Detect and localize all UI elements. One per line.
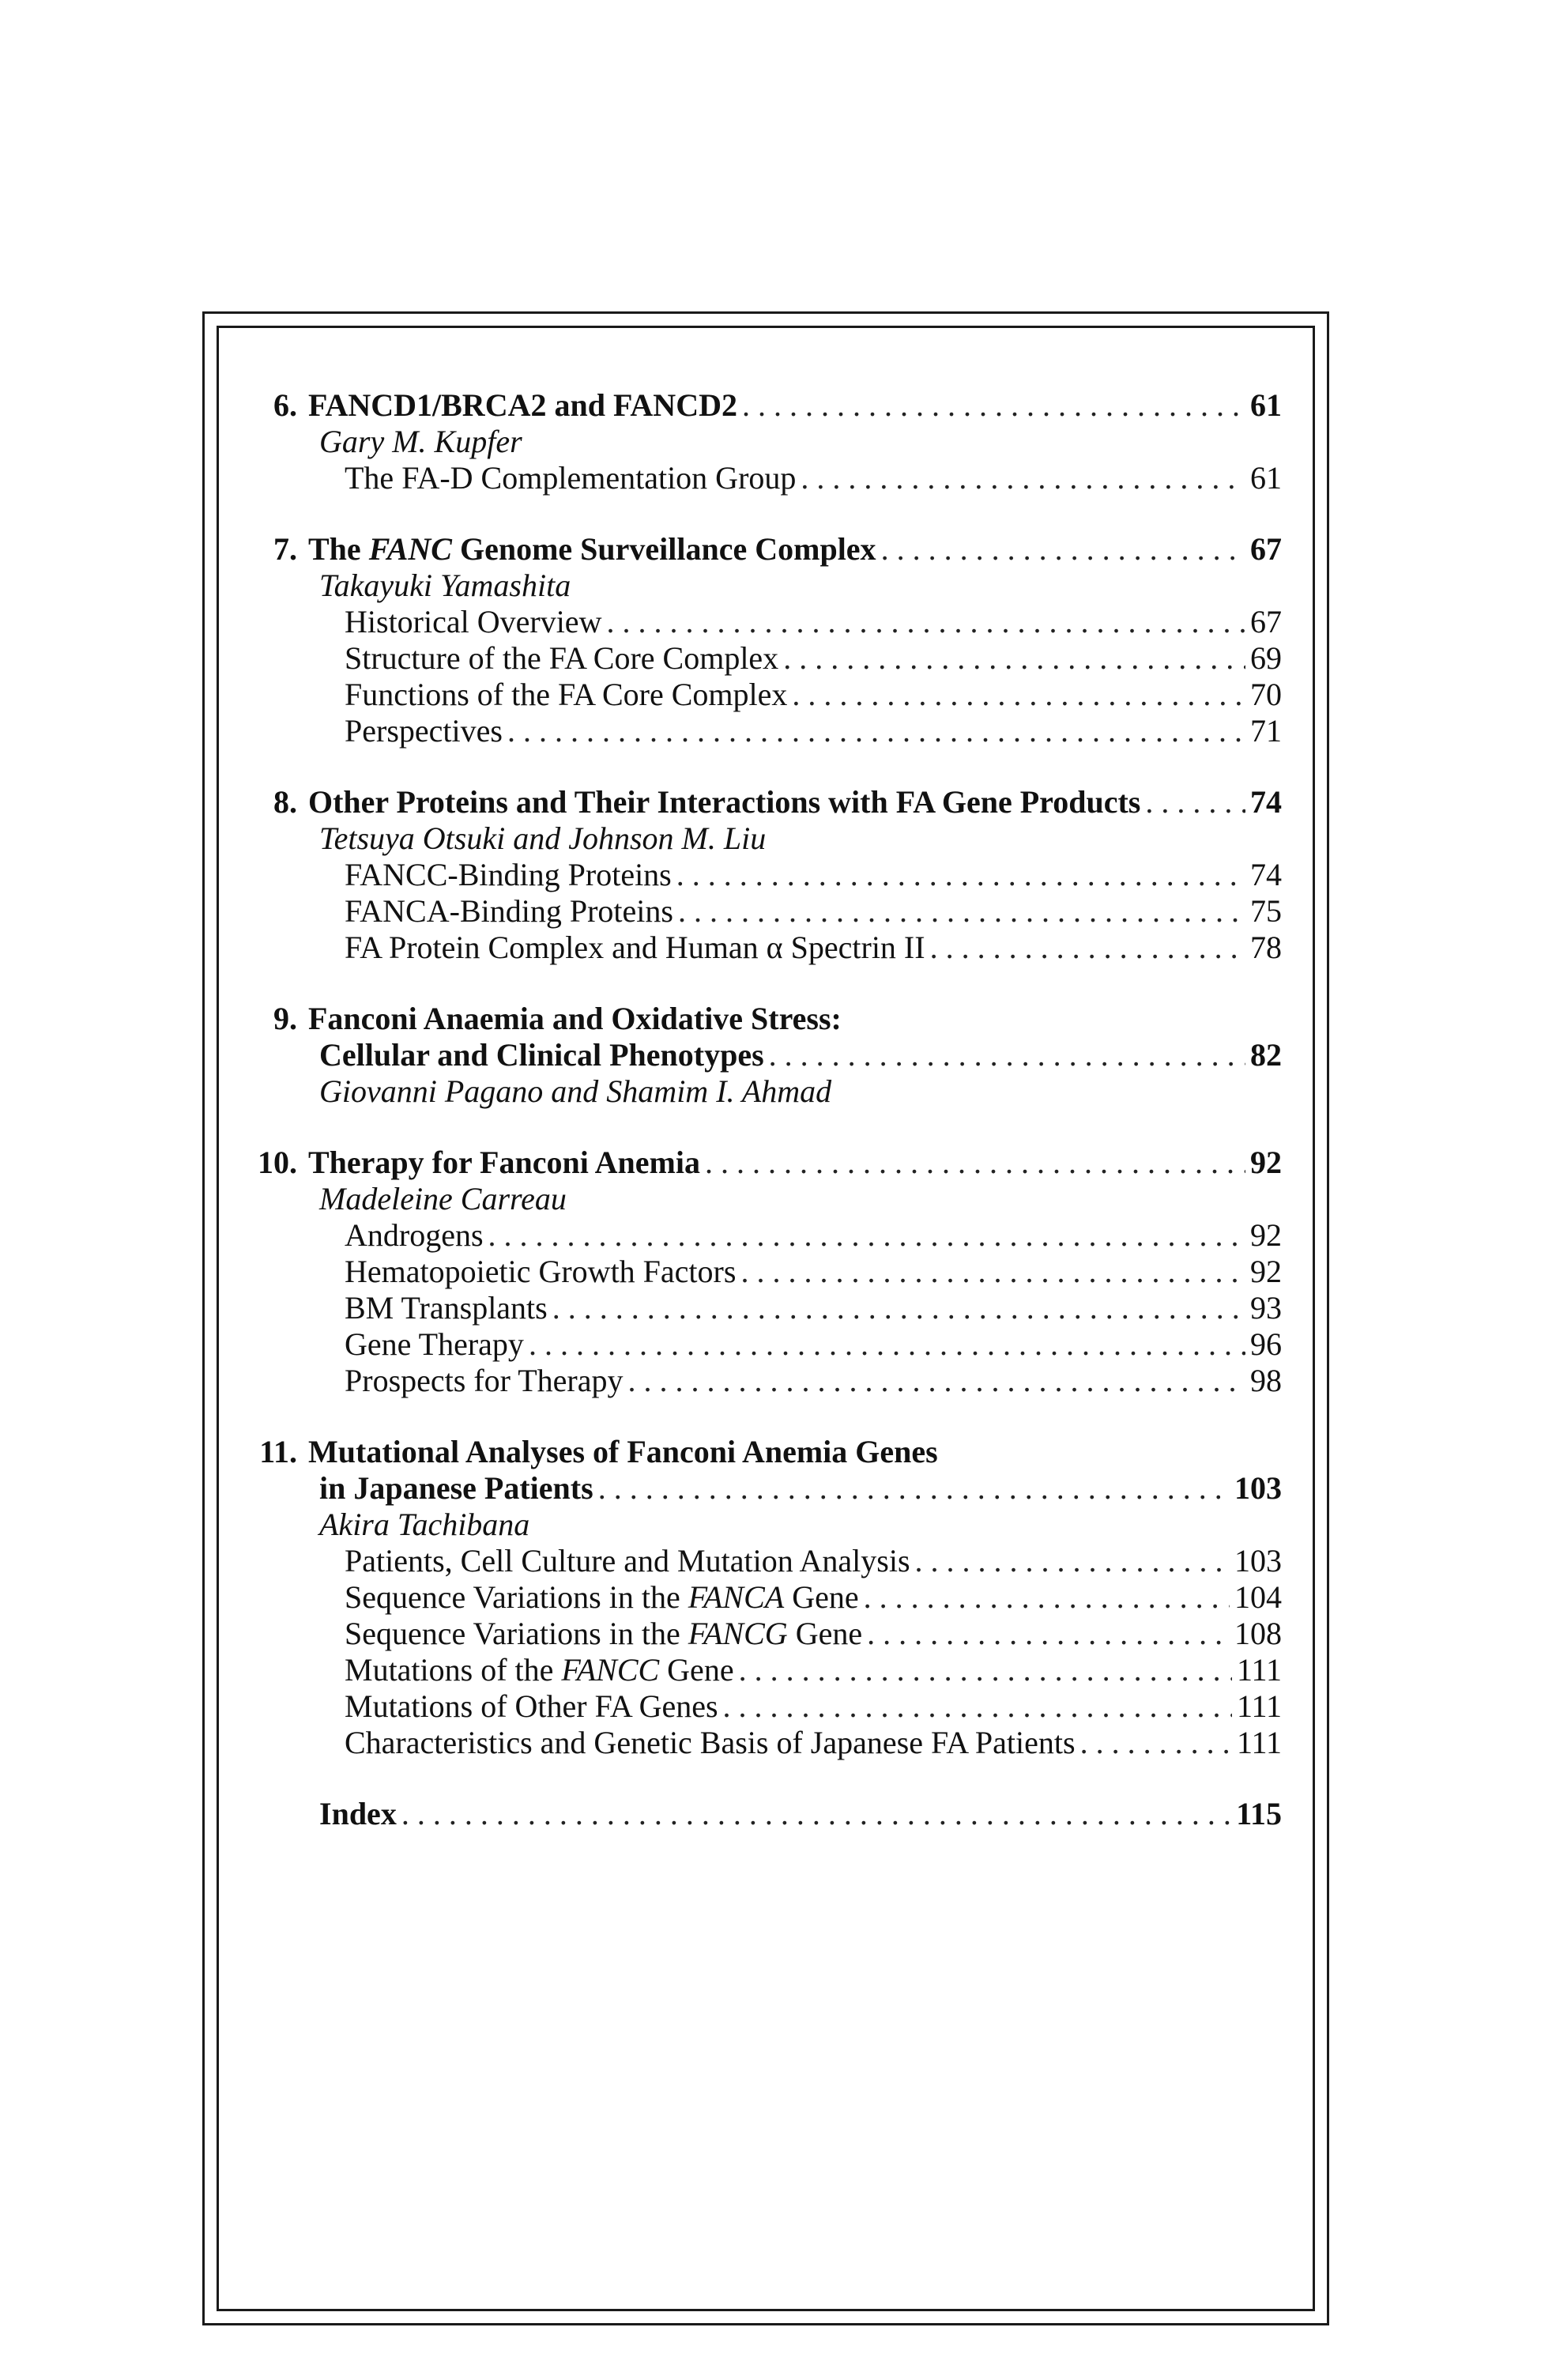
chapter-number: 8. [273,784,297,820]
section-line[interactable] [269,1326,1282,1363]
section-page: 70 [1250,677,1282,712]
author-name: Akira Tachibana [319,1507,530,1542]
chapter-page: 74 [1250,784,1282,820]
chapter-10 [258,1145,1282,1399]
chapter-title-line[interactable] [258,1145,1282,1181]
section-label: Androgens [345,1217,484,1253]
section-line[interactable] [269,857,1282,893]
chapter-title: FANCD1/BRCA2 and FANCD2 [308,387,737,423]
dot-leader [801,460,1245,496]
section-line[interactable] [269,930,1282,966]
dot-leader [705,1145,1245,1181]
section-line[interactable] [269,1652,1282,1688]
section-label: FANCC-Binding Proteins [345,857,672,892]
chapter-title: Fanconi Anaemia and Oxidative Stress: [308,1001,842,1036]
dot-leader [401,1796,1231,1832]
section-page: 98 [1250,1363,1282,1398]
section-line[interactable] [269,1725,1282,1761]
section-label: Gene Therapy [345,1326,524,1362]
section-page: 111 [1236,1725,1282,1760]
label-part: Gene [659,1652,734,1688]
dot-leader [783,640,1245,677]
section-label [345,1579,859,1616]
section-line[interactable] [269,677,1282,713]
chapter-title [308,531,876,568]
author-name: Giovanni Pagano and Shamim I. Ahmad [319,1073,832,1109]
gene-name: FANCA [688,1579,785,1615]
chapter-author [269,1507,1282,1543]
section-label: Patients, Cell Culture and Mutation Analysis [345,1543,910,1578]
section-label: Perspectives [345,713,503,749]
section-label: Hematopoietic Growth Factors [345,1254,737,1289]
index-title: Index [319,1796,397,1831]
dot-leader [552,1290,1245,1326]
chapter-6 [269,387,1282,496]
author-name: Gary M. Kupfer [319,424,522,459]
section-label: The FA-D Complementation Group [345,460,797,496]
chapter-author [269,1181,1282,1217]
dot-leader [678,893,1245,930]
section-page: 111 [1236,1652,1282,1688]
section-line[interactable] [269,1217,1282,1254]
chapter-title: Mutational Analyses of Fanconi Anemia Genes [308,1434,938,1469]
section-page: 96 [1250,1326,1282,1362]
label-part: Gene [784,1579,859,1615]
chapter-title-line-2[interactable] [269,1470,1282,1507]
label-part: Mutations of the [345,1652,562,1688]
dot-leader [507,713,1245,749]
section-label: FA Protein Complex and Human α Spectrin II [345,930,925,965]
chapter-author [269,568,1282,604]
dot-leader [769,1037,1245,1073]
dot-leader [723,1688,1232,1725]
dot-leader [915,1543,1230,1579]
chapter-7 [269,531,1282,749]
chapter-page: 67 [1250,531,1282,567]
title-italic-part: FANC [368,531,452,567]
section-label [345,1616,862,1652]
chapter-author [269,820,1282,857]
section-page: 69 [1250,640,1282,676]
section-page: 61 [1250,460,1282,496]
section-label: Characteristics and Genetic Basis of Japanese FA Patients [345,1725,1076,1760]
dot-leader [1080,1725,1232,1761]
dot-leader [739,1652,1232,1688]
dot-leader [529,1326,1245,1363]
author-name: Tetsuya Otsuki and Johnson M. Liu [319,820,767,856]
section-page: 71 [1250,713,1282,749]
section-label: BM Transplants [345,1290,548,1326]
gene-name: FANCC [561,1652,660,1688]
chapter-number: 10. [258,1145,297,1180]
chapter-title-line[interactable] [269,387,1282,424]
dot-leader [676,857,1245,893]
section-label: Prospects for Therapy [345,1363,624,1398]
chapter-title-line[interactable] [259,1434,1282,1470]
chapter-number: 11. [259,1434,297,1469]
section-label: FANCA-Binding Proteins [345,893,673,929]
chapter-page: 61 [1250,387,1282,423]
section-page: 104 [1234,1579,1282,1615]
chapter-title: Therapy for Fanconi Anemia [308,1145,700,1180]
chapter-title-line[interactable] [269,1001,1282,1037]
dot-leader [881,531,1245,568]
section-page: 108 [1234,1616,1282,1651]
section-line[interactable] [269,604,1282,640]
label-part: Sequence Variations in the [345,1616,688,1651]
chapter-title-continued: Cellular and Clinical Phenotypes [319,1037,764,1073]
dot-leader [740,1254,1245,1290]
section-label: Historical Overview [345,604,602,639]
table-of-contents [258,387,1282,1867]
chapter-title: Other Proteins and Their Interactions with FA Gene Products [308,784,1141,820]
chapter-title-continued: in Japanese Patients [319,1470,593,1506]
chapter-page: 92 [1250,1145,1282,1180]
section-page: 67 [1250,604,1282,639]
label-part: Gene [787,1616,863,1651]
chapter-page: 103 [1234,1470,1282,1506]
section-label: Structure of the FA Core Complex [345,640,779,676]
section-line[interactable] [269,460,1282,496]
dot-leader [792,677,1245,713]
dot-leader [864,1579,1230,1616]
dot-leader [606,604,1245,640]
chapter-page: 82 [1250,1037,1282,1073]
section-page: 92 [1250,1217,1282,1253]
chapter-title-line[interactable] [269,784,1282,820]
chapter-author [269,424,1282,460]
section-page: 93 [1250,1290,1282,1326]
dot-leader [598,1470,1230,1507]
section-line[interactable] [269,1579,1282,1616]
dot-leader [867,1616,1230,1652]
section-line[interactable] [269,1254,1282,1290]
section-label: Functions of the FA Core Complex [345,677,788,712]
section-page: 92 [1250,1254,1282,1289]
chapter-title-line-2[interactable] [269,1037,1282,1073]
section-line[interactable] [269,713,1282,749]
section-label: Mutations of Other FA Genes [345,1688,718,1724]
dot-leader [930,930,1245,966]
dot-leader [1145,784,1245,820]
title-part: Genome Surveillance Complex [451,531,876,567]
chapter-11 [259,1434,1282,1761]
index-line[interactable] [269,1796,1282,1832]
title-part: The [308,531,369,567]
section-page: 74 [1250,857,1282,892]
index-entry [269,1796,1282,1832]
chapter-number: 6. [273,387,297,423]
chapter-number: 7. [273,531,297,567]
index-page: 115 [1236,1796,1282,1831]
section-page: 78 [1250,930,1282,965]
dot-leader [628,1363,1246,1399]
author-name: Madeleine Carreau [319,1181,567,1216]
author-name: Takayuki Yamashita [319,568,571,603]
section-line[interactable] [269,640,1282,677]
section-line[interactable] [269,893,1282,930]
section-page: 103 [1234,1543,1282,1578]
section-line[interactable] [269,1290,1282,1326]
label-part: Sequence Variations in the [345,1579,688,1615]
section-line[interactable] [269,1688,1282,1725]
chapter-author [269,1073,1282,1110]
section-page: 75 [1250,893,1282,929]
section-label [345,1652,734,1688]
section-line[interactable] [269,1363,1282,1399]
chapter-9 [269,1001,1282,1110]
dot-leader [742,387,1245,424]
chapter-title-line[interactable] [269,531,1282,568]
chapter-8 [269,784,1282,966]
dot-leader [488,1217,1245,1254]
gene-name: FANCG [688,1616,788,1651]
section-line[interactable] [269,1616,1282,1652]
chapter-number: 9. [273,1001,297,1036]
section-line[interactable] [269,1543,1282,1579]
section-page: 111 [1236,1688,1282,1724]
